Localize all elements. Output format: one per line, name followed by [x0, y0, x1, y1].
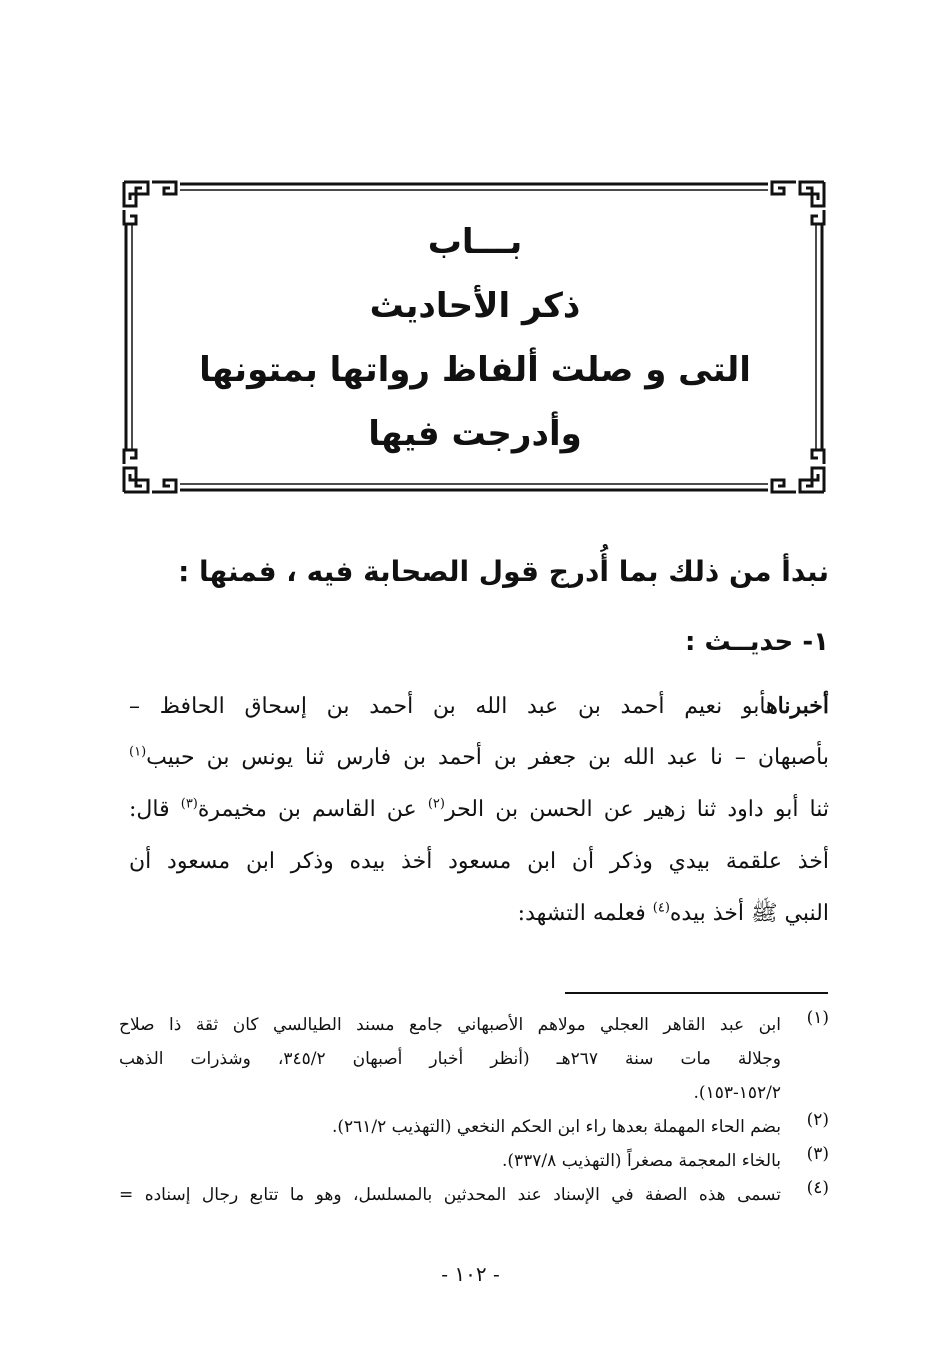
intro-paragraph: نبدأ من ذلك بما أُدرج قول الصحابة فيه ، فمنها : — [178, 555, 829, 588]
footnote-number: (٢) — [806, 1110, 829, 1130]
chapter-title — [160, 210, 790, 466]
footnotes — [119, 1008, 829, 1212]
hadith-line-text: فعلمه التشهد: — [517, 901, 653, 926]
footnote-3 — [119, 1144, 829, 1178]
footnote-text: بضم الحاء المهملة بعدها راء ابن الحكم النخعي (التهذيب ٢٦١/٢). — [331, 1117, 781, 1137]
hadith-line-5 — [129, 888, 829, 940]
hadith-line-text: أبو نعيم أحمد بن عبد الله بن أحمد بن إسحاق الحافظ – — [129, 694, 767, 719]
hadith-line-text: عن القاسم بن مخيمرة — [197, 797, 428, 822]
footnote-4 — [119, 1178, 829, 1212]
page-number: - ١٠٢ - — [441, 1262, 500, 1286]
footnote-ref-4[interactable]: (٤) — [652, 900, 670, 916]
hadith-line-1 — [129, 680, 829, 732]
hadith-line-3 — [129, 784, 829, 836]
footnote-ref-3[interactable]: (٣) — [180, 796, 198, 812]
hadith-line-text: ثنا أبو داود ثنا زهير عن الحسن بن الحر — [444, 797, 830, 822]
hadith-heading: ١- حديــث : — [685, 627, 829, 657]
footnote-number: (٣) — [806, 1144, 829, 1164]
footnote-ref-1[interactable]: (١) — [129, 744, 147, 760]
chapter-title-line-2: ذكر الأحاديث — [369, 286, 581, 326]
chapter-title-line-4: وأدرجت فيها — [368, 414, 582, 454]
footnote-text: تسمى هذه الصفة في الإسناد عند المحدثين بالمسلسل، وهو ما تتابع رجال إسناده = — [119, 1185, 781, 1205]
hadith-line-text: قال: — [129, 797, 181, 822]
hadith-line-2 — [129, 732, 829, 784]
footnote-number: (٤) — [806, 1178, 829, 1198]
hadith-line-text: بأصبهان – نا عبد الله بن جعفر بن أحمد بن فارس ثنا يونس بن حبيب — [146, 745, 829, 770]
hadith-body — [129, 680, 829, 940]
hadith-line-text: النبي ﷺ أخذ بيده — [669, 901, 829, 926]
footnote-text: بالخاء المعجمة مصغراً (التهذيب ٣٣٧/٨). — [501, 1151, 781, 1171]
footnote-text: ١٥٢/٢-١٥٣). — [693, 1083, 781, 1103]
footnote-text: ابن عبد القاهر العجلي مولاهم الأصبهاني جامع مسند الطيالسي كان ثقة ذا صلاح — [119, 1015, 781, 1035]
footnote-number: (١) — [806, 1008, 829, 1028]
footnote-1 — [119, 1008, 829, 1110]
footnote-separator — [565, 992, 828, 994]
footnote-2 — [119, 1110, 829, 1144]
hadith-line-lead: أخبرناه — [766, 693, 829, 719]
hadith-line-text: أخذ علقمة بيدي وذكر أن ابن مسعود أخذ بيده وذكر ابن مسعود أن — [129, 849, 829, 874]
footnote-ref-2[interactable]: (٢) — [427, 796, 445, 812]
hadith-line-4 — [129, 836, 829, 888]
chapter-title-line-3: التى و صلت ألفاظ رواتها بمتونها — [199, 350, 751, 390]
footnote-text: وجلالة مات سنة ٢٦٧هـ (أنظر أخبار أصبهان ٣٤٥/٢، وشذرات الذهب — [119, 1049, 781, 1069]
chapter-title-line-1: بـــاب — [427, 222, 523, 262]
